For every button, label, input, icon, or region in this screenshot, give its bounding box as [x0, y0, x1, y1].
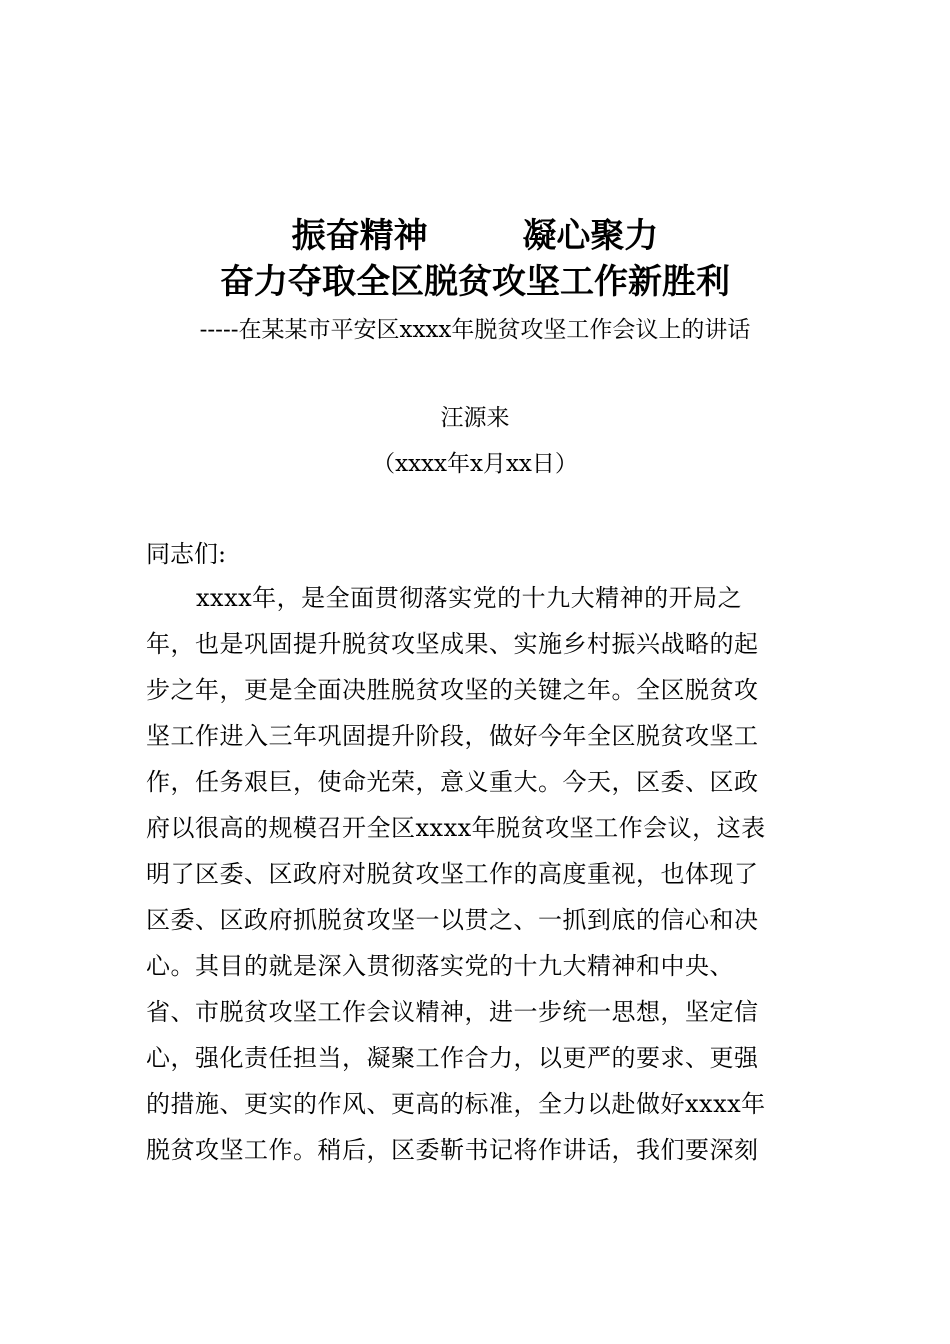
body-line: 省、市脱贫攻坚工作会议精神，进一步统一思想，坚定信: [146, 998, 759, 1026]
body-line: 作，任务艰巨，使命光荣，意义重大。今天，区委、区政: [146, 768, 759, 796]
body-line: 坚工作进入三年巩固提升阶段，做好今年全区脱贫攻坚工: [146, 722, 759, 750]
speech-body: [146, 582, 806, 1180]
body-line: 的措施、更实的作风、更高的标准，全力以赴做好xxxx年: [146, 1090, 766, 1118]
body-line: 区委、区政府抓脱贫攻坚一以贯之、一抓到底的信心和决: [146, 906, 759, 934]
body-line: 脱贫攻坚工作。稍后，区委靳书记将作讲话，我们要深刻: [146, 1136, 759, 1164]
body-line: 府以很高的规模召开全区xxxx年脱贫攻坚工作会议，这表: [146, 814, 766, 842]
document-subtitle: -----在某某市平安区xxxx年脱贫攻坚工作会议上的讲话: [199, 317, 751, 343]
document-title-line-2: 奋力夺取全区脱贫攻坚工作新胜利: [220, 262, 730, 302]
document-title-line-1: 振奋精神 凝心聚力: [291, 216, 659, 256]
body-line: 心，强化责任担当，凝聚工作合力，以更严的要求、更强: [146, 1044, 759, 1072]
speaker-name: 汪源来: [440, 405, 510, 431]
body-line: 明了区委、区政府对脱贫攻坚工作的高度重视，也体现了: [146, 860, 759, 888]
body-line: 心。其目的就是深入贯彻落实党的十九大精神和中央、: [146, 952, 734, 980]
greeting: 同志们:: [146, 540, 227, 568]
speech-date: （xxxx年x月xx日）: [372, 451, 578, 477]
body-line: 步之年，更是全面决胜脱贫攻坚的关键之年。全区脱贫攻: [146, 676, 759, 704]
body-line: xxxx年，是全面贯彻落实党的十九大精神的开局之: [196, 584, 743, 612]
body-line: 年，也是巩固提升脱贫攻坚成果、实施乡村振兴战略的起: [146, 630, 759, 658]
